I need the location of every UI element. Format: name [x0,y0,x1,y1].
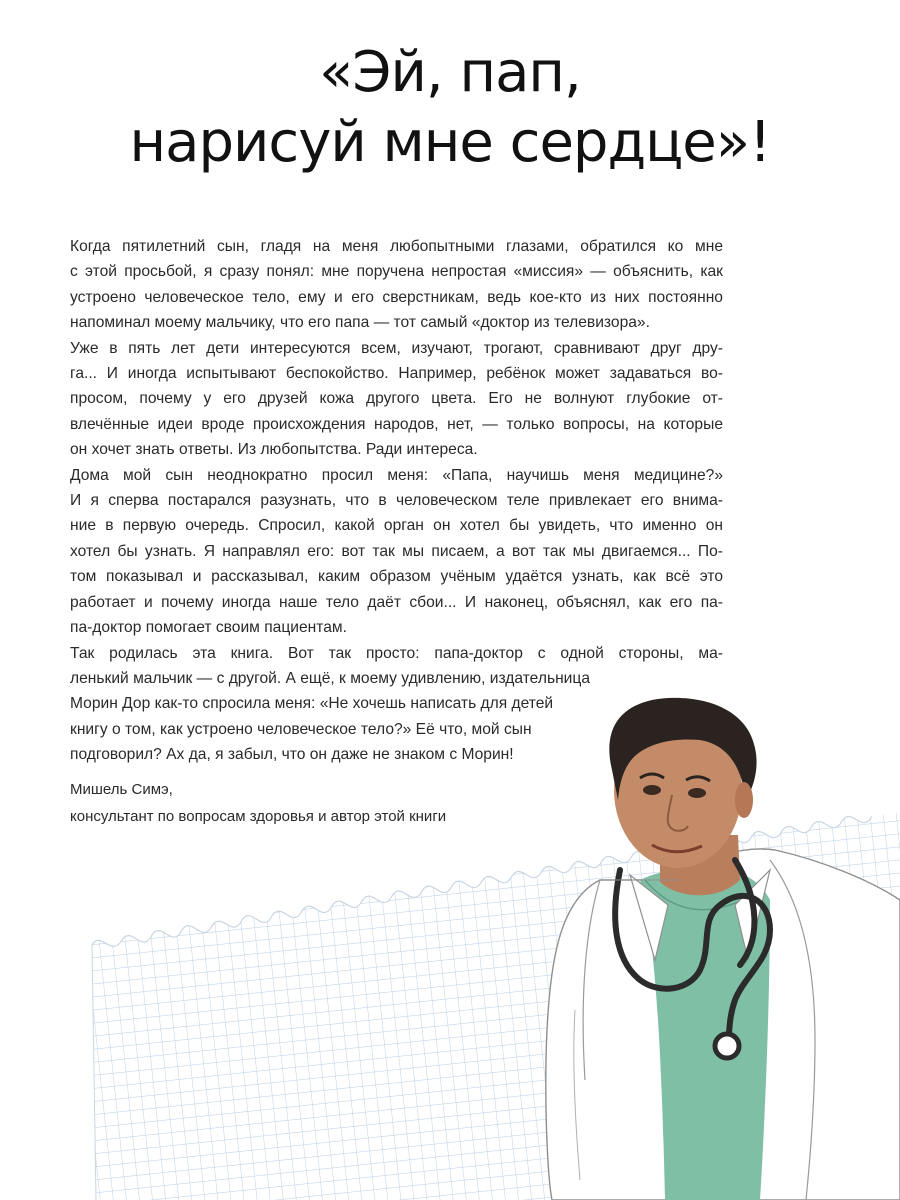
text-line: Когда пятилетний сын, гладя на меня любопытными глазами, обратился ко мне [70,238,723,255]
text-line: он хочет знать ответы. Из любопытства. Ради интереса. [70,441,478,459]
text-line: работает и почему иногда наше тело даёт сбои... И наконец, объяснял, как его па- [70,593,723,611]
text-line: га... И иногда испытывают беспокойство. Например, ребёнок может задаваться во- [70,365,723,383]
title-line-2: нарисуй мне сердце»! [129,110,771,175]
text-line: просом, почему у его друзей кожа другого цвета. Его не волнуют глубокие от- [70,390,723,408]
text-line: влечённые идеи вроде происхождения народов, нет, — только вопросы, на которые [70,415,723,433]
text-line: Морин Дор как-то спросила меня: «Не хочешь написать для детей [70,695,554,713]
text-line: Дома мой сын неоднократно просил меня: «Папа, научишь меня медицине?» [70,466,723,484]
text-line: с этой просьбой, я сразу понял: мне поручена непростая «миссия» — объяснить, как [70,263,723,281]
text-line: хотел бы узнать. Я направлял его: вот так мы писаем, а вот так мы двигаемся... По- [70,542,723,560]
text-line: том показывал и рассказывал, каким образом учёным удаётся узнать, как всё это [70,568,723,586]
text-line: Так родилась эта книга. Вот так просто: папа-доктор с одной стороны, ма- [70,644,723,662]
text-line: напоминал моему мальчику, что его папа — тот самый «доктор из телевизора». [70,314,650,332]
text-line: книгу о том, как устроено человеческое тело?» Её что, мой сын [70,720,532,738]
text-line: Уже в пять лет дети интересуются всем, изучают, трогают, сравнивают друг дру- [70,339,723,357]
text-line: ние в первую очередь. Спросил, какой орган он хотел бы увидеть, что именно он [70,517,723,535]
text-line: И я сперва постарался разузнать, что в человеческом теле привлекает его внима- [70,492,723,510]
text-line: па-доктор помогает своим пациентам. [70,619,347,637]
text-line: подговорил? Ах да, я забыл, что он даже не знаком с Морин! [70,746,514,764]
author-role: консультант по вопросам здоровья и автор этой книги [70,808,447,825]
text-line: устроено человеческое тело, ему и его сверстникам, ведь кое-кто из них постоянно [70,288,723,306]
author-name: Мишель Симэ, [70,781,173,798]
text-line: ленький мальчик — с другой. А ещё, к моему удивлению, издательница [70,669,590,687]
title-line-1: «Эй, пап, [319,40,581,105]
